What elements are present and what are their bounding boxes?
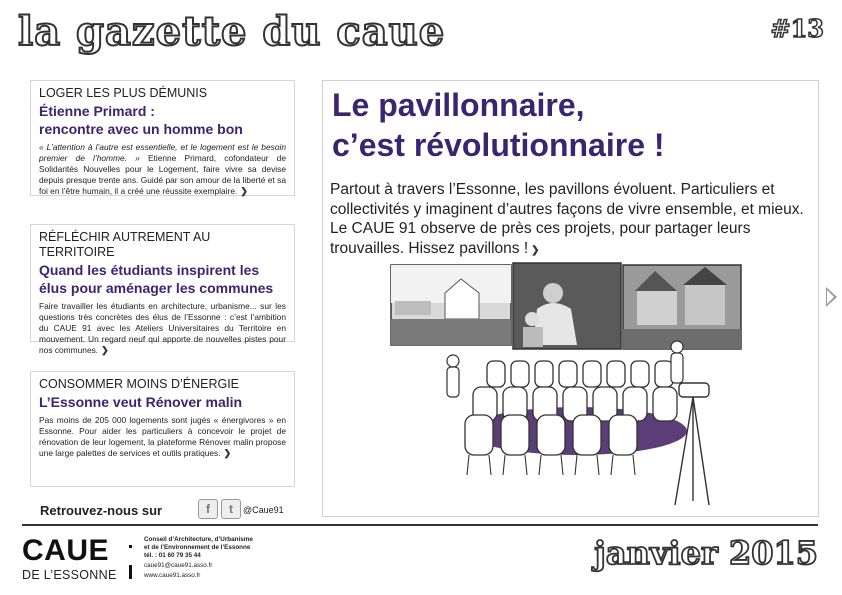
article-kicker: LOGER LES PLUS DÉMUNIS <box>39 86 208 100</box>
article-card-2[interactable] <box>30 224 295 355</box>
twitter-handle[interactable]: @Caue91 <box>243 505 284 515</box>
org-line-2: et de l’Environnement de l’Essonne <box>144 544 251 551</box>
issue-number: #13 <box>770 14 824 43</box>
masthead-title: la gazette du caue <box>18 8 446 55</box>
feature-article[interactable] <box>322 80 819 517</box>
article-text: Pas moins de 205 000 logements sont jugés « énergivores » en Essonne. Pour aider les particuliers à concevoir le projet de rénovation de leur logement, la plateforme Rénover malin propose une large palettes de services et outils pratiques. <box>39 415 286 458</box>
article-body <box>39 142 286 197</box>
email-link[interactable]: caue91@caue91.asso.fr <box>144 562 213 569</box>
article-headline[interactable] <box>39 393 286 411</box>
read-more-arrow-icon[interactable]: ❯ <box>240 186 248 196</box>
footer-rule <box>22 524 818 526</box>
article-headline-line-1: Quand les étudiants inspirent les <box>39 262 260 278</box>
logo-bar-icon <box>129 545 132 579</box>
org-line-1: Conseil d’Architecture, d’Urbanisme <box>144 536 253 543</box>
article-headline[interactable] <box>39 261 286 297</box>
read-more-arrow-icon[interactable]: ❯ <box>531 244 540 256</box>
projector-tripod <box>675 383 709 505</box>
twitter-icon[interactable]: t <box>221 499 241 519</box>
issue-date: janvier 2015 <box>594 534 818 572</box>
caue-logo[interactable]: CAUE <box>22 534 110 567</box>
slide-left-image <box>391 265 511 345</box>
article-card-1[interactable] <box>30 80 295 196</box>
chair-row-middle <box>473 387 677 421</box>
feature-title-line-2: c’est révolutionnaire ! <box>332 127 665 163</box>
article-body <box>39 301 286 356</box>
feature-lead <box>330 180 810 260</box>
audience-illustration <box>387 261 747 511</box>
next-page-arrow-icon[interactable] <box>826 287 837 307</box>
article-kicker: RÉFLÉCHIR AUTREMENT AU TERRITOIRE <box>39 230 211 259</box>
slide-center-image <box>513 263 621 349</box>
article-headline-line-2: rencontre avec un homme bon <box>39 121 243 137</box>
article-text: Faire travailler les étudiants en architecture, urbanisme... sur les questions très concrètes des élus de l’Essonne : c’est l’ambition du CAUE 91 avec les Ateliers Universitaires du Territoire en mouvement. Un regard neuf qui apporte de nouvelles pistes pour nos communes. <box>39 301 286 355</box>
article-body <box>39 415 286 459</box>
phone: tél. : 01 60 79 35 44 <box>144 552 201 559</box>
article-text: Etienne Primard, cofondateur de Solidarités Nouvelles pour le Logement, faire vivre sa devise depuis presque trente ans. Guidé par son amour de la liberté et sa foi en l’être humain, il a créé une réussite exemplaire. <box>39 153 286 196</box>
article-headline-line-1: Étienne Primard : <box>39 103 155 119</box>
article-kicker: CONSOMMER MOINS D’ÉNERGIE <box>39 377 240 391</box>
slide-right-image <box>623 265 741 349</box>
contact-info <box>144 536 253 580</box>
feature-title <box>332 85 812 165</box>
article-headline-line-2: élus pour aménager les communes <box>39 280 274 296</box>
facebook-icon[interactable]: f <box>198 499 218 519</box>
website-link[interactable]: www.caue91.asso.fr <box>144 572 201 579</box>
caue-logo-subtitle: DE L’ESSONNE <box>22 568 117 582</box>
article-headline[interactable] <box>39 102 286 138</box>
feature-lead-text: Partout à travers l’Essonne, les pavillons évoluent. Particuliers et collectivités y imaginent d’autres façons de vivre ensemble, et mieux. Le CAUE 91 observe de près ces projets, pour partager leurs trouvailles. Hissez pavillons ! <box>330 181 804 257</box>
article-card-3[interactable] <box>30 371 295 487</box>
chair-row-front <box>465 415 637 455</box>
feature-title-line-1: Le pavillonnaire, <box>332 87 585 123</box>
article-quote: « L’attention à l’autre est essentielle, et le logement est le besoin premier de l’homme. » <box>39 142 286 163</box>
read-more-arrow-icon[interactable]: ❯ <box>101 345 109 355</box>
social-label: Retrouvez-nous sur <box>40 503 163 518</box>
read-more-arrow-icon[interactable]: ❯ <box>223 448 232 458</box>
chair-row-back <box>487 361 673 387</box>
article-headline-line-1: L’Essonne veut Rénover malin <box>39 394 243 410</box>
